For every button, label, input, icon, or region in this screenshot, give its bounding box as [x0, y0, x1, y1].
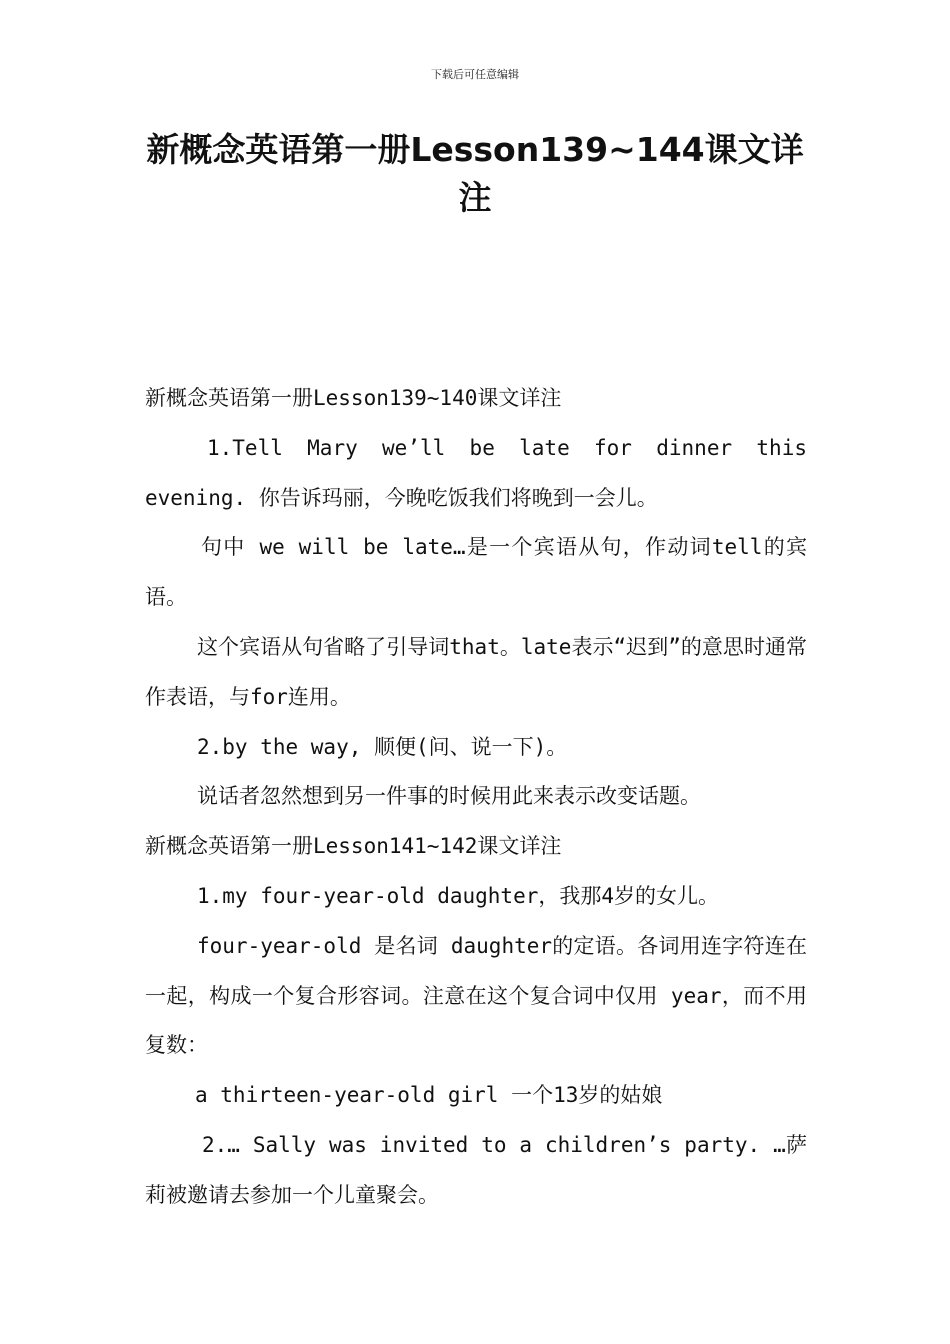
- document-body: [145, 374, 807, 1221]
- section-heading-139-140: 新概念英语第一册Lesson139~140课文详注: [145, 386, 562, 410]
- note-1-four-year-old-explanation: four-year-old 是名词 daughter的定语。各词用连字符连在一起，构成一个复合形容词。注意在这个复合词中仅用 year，而不用复数：: [145, 933, 807, 1058]
- section-heading-141-142: 新概念英语第一册Lesson141~142课文详注: [145, 834, 562, 859]
- note-1-explanation-late: 这个宾语从句省略了引导词that。late表示“迟到”的意思时通常作表语，与for连用。: [145, 634, 807, 709]
- page-header-note: 下载后可任意编辑: [431, 68, 519, 81]
- note-1-four-year-old: 1.my four-year-old daughter，我那4岁的女儿。: [197, 883, 720, 908]
- note-1-explanation: 句中 we will be late…是一个宾语从句，作动词tell的宾语。: [145, 535, 807, 610]
- note-2-explanation: 说话者忽然想到另一件事的时候用此来表示改变话题。: [197, 784, 701, 809]
- example-thirteen-year-old: a thirteen-year-old girl 一个13岁的姑娘: [195, 1083, 663, 1108]
- document-title: 新概念英语第一册Lesson139~144课文详注: [146, 130, 804, 217]
- note-2-sally-invited: 2.… Sally was invited to a children’s party. …萨莉被邀请去参加一个儿童聚会。: [145, 1132, 807, 1207]
- note-1-tell-mary: 1.Tell Mary we’ll be late for dinner this evening. 你告诉玛丽，今晚吃饭我们将晚到一会儿。: [145, 435, 807, 510]
- note-2-by-the-way: 2.by the way, 顺便(问、说一下)。: [197, 734, 568, 759]
